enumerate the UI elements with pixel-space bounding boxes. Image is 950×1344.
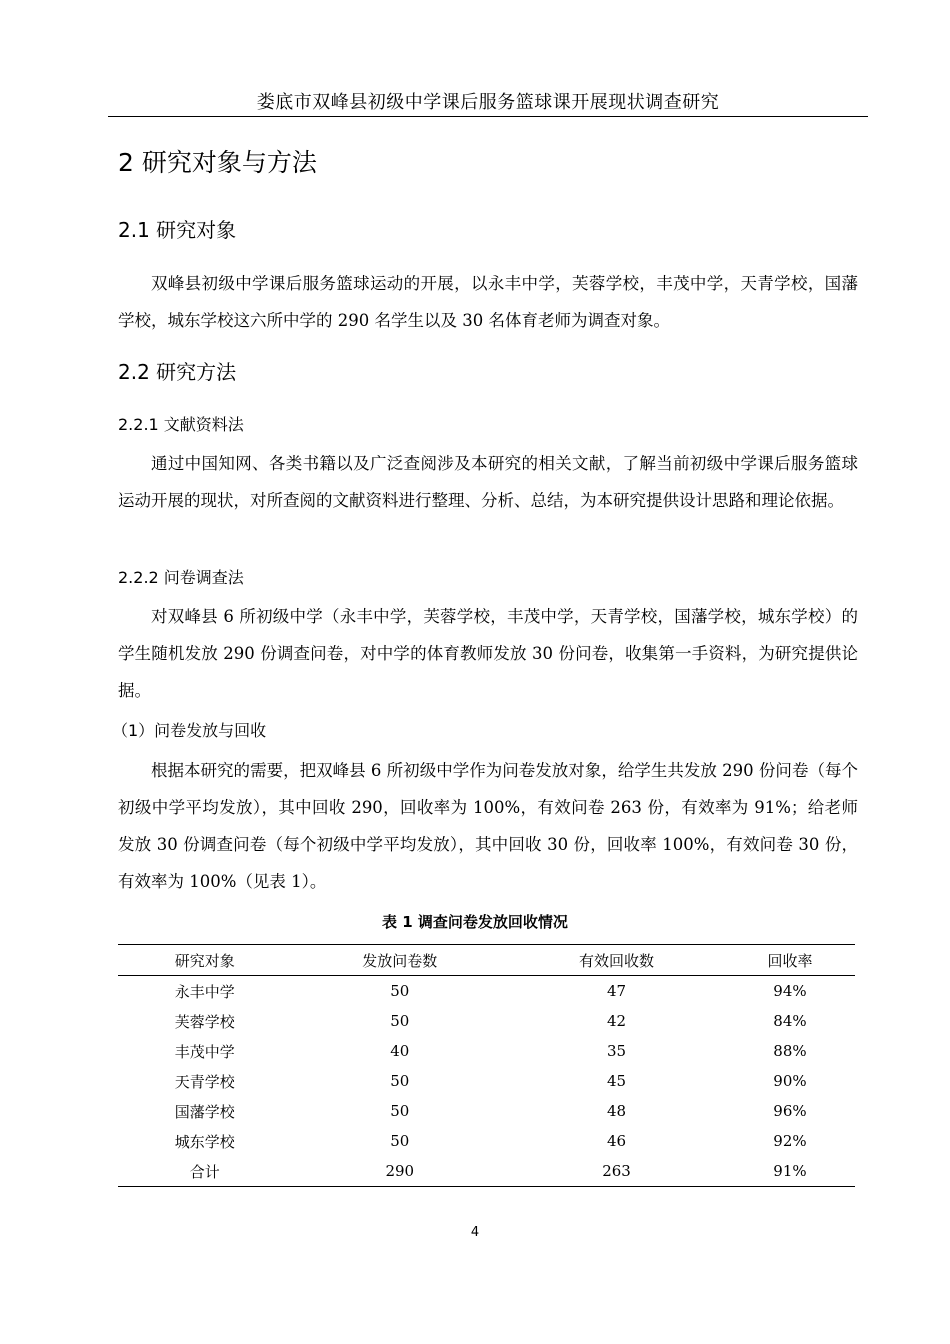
page-number: 4 [470,1225,480,1240]
table-row [118,1036,855,1066]
cell-rate: 94% [773,982,807,1000]
cell-school: 城东学校 [174,1132,235,1151]
cell-distributed: 50 [390,1132,410,1150]
subsection-heading-2-1: 2.1 研究对象 [118,218,237,242]
table-row [118,976,855,1007]
cell-total-label: 合计 [118,1156,291,1187]
subsubsection-heading-2-2-1: 2.2.1 文献资料法 [118,415,244,434]
cell-school: 天青学校 [174,1072,235,1091]
cell-school: 永丰中学 [174,982,235,1001]
table-row [118,1066,855,1096]
cell-rate: 96% [773,1102,807,1120]
cell-distributed: 50 [390,1072,410,1090]
cell-distributed: 50 [390,982,410,1000]
paragraph-distribution-recovery: 根据本研究的需要，把双峰县 6 所初级中学作为问卷发放对象，给学生共发放 290 份问卷（每个初级中学平均发放），其中回收 290，回收率为 100%，有效问卷 263 份，有效率为 91%；给老师发放 30 份调查问卷（每个初级中学平均发放），其中回收 30 份，回收率 100%，有效问卷 30 份，有效率为 100%（见表 1）。 [118,761,858,891]
cell-distributed: 50 [390,1012,410,1030]
cell-school: 国藩学校 [174,1102,235,1121]
cell-distributed: 50 [390,1102,410,1120]
running-header: 娄底市双峰县初级中学课后服务篮球课开展现状调查研究 [108,90,868,117]
table-row [118,1006,855,1036]
cell-distributed: 40 [390,1042,410,1060]
cell-valid: 35 [606,1042,627,1060]
numbered-heading-distribution: （1）问卷发放与回收 [112,721,267,740]
column-header: 发放问卷数 [291,945,508,976]
cell-school: 芙蓉学校 [174,1012,235,1031]
column-header: 回收率 [725,945,855,976]
table-row [118,1096,855,1126]
paragraph-literature-method: 通过中国知网、各类书籍以及广泛查阅涉及本研究的相关文献，了解当前初级中学课后服务篮球运动开展的现状，对所查阅的文献资料进行整理、分析、总结，为本研究提供设计思路和理论依据。 [118,454,858,510]
cell-rate: 84% [773,1012,807,1030]
cell-total-distributed: 290 [291,1156,508,1187]
cell-valid: 42 [606,1012,627,1030]
paragraph-questionnaire-method: 对双峰县 6 所初级中学（永丰中学，芙蓉学校，丰茂中学，天青学校，国藩学校，城东学校）的学生随机发放 290 份调查问卷，对中学的体育教师发放 30 份问卷，收集第一手资料，为研究提供论据。 [118,607,858,700]
table-row [118,1126,855,1156]
column-header: 研究对象 [118,945,291,976]
cell-rate: 90% [773,1072,807,1090]
table-caption: 表 1 调查问卷发放回收情况 [382,913,568,931]
cell-total-valid: 263 [508,1156,725,1187]
cell-valid: 48 [606,1102,627,1120]
table-total-row [118,1156,855,1187]
subsubsection-heading-2-2-2: 2.2.2 问卷调查法 [118,568,244,587]
column-header: 有效回收数 [508,945,725,976]
cell-valid: 45 [606,1072,627,1090]
section-heading: 2 研究对象与方法 [118,148,317,177]
cell-rate: 88% [773,1042,807,1060]
cell-school: 丰茂中学 [174,1042,235,1061]
cell-valid: 46 [606,1132,627,1150]
table-header-row [118,945,855,976]
survey-table [118,944,855,1187]
subsection-heading-2-2: 2.2 研究方法 [118,360,237,384]
paragraph-research-objects: 双峰县初级中学课后服务篮球运动的开展，以永丰中学，芙蓉学校，丰茂中学，天青学校，国藩学校，城东学校这六所中学的 290 名学生以及 30 名体育老师为调查对象。 [118,274,858,330]
cell-valid: 47 [606,982,627,1000]
cell-rate: 92% [773,1132,807,1150]
cell-total-rate: 91% [725,1156,855,1187]
